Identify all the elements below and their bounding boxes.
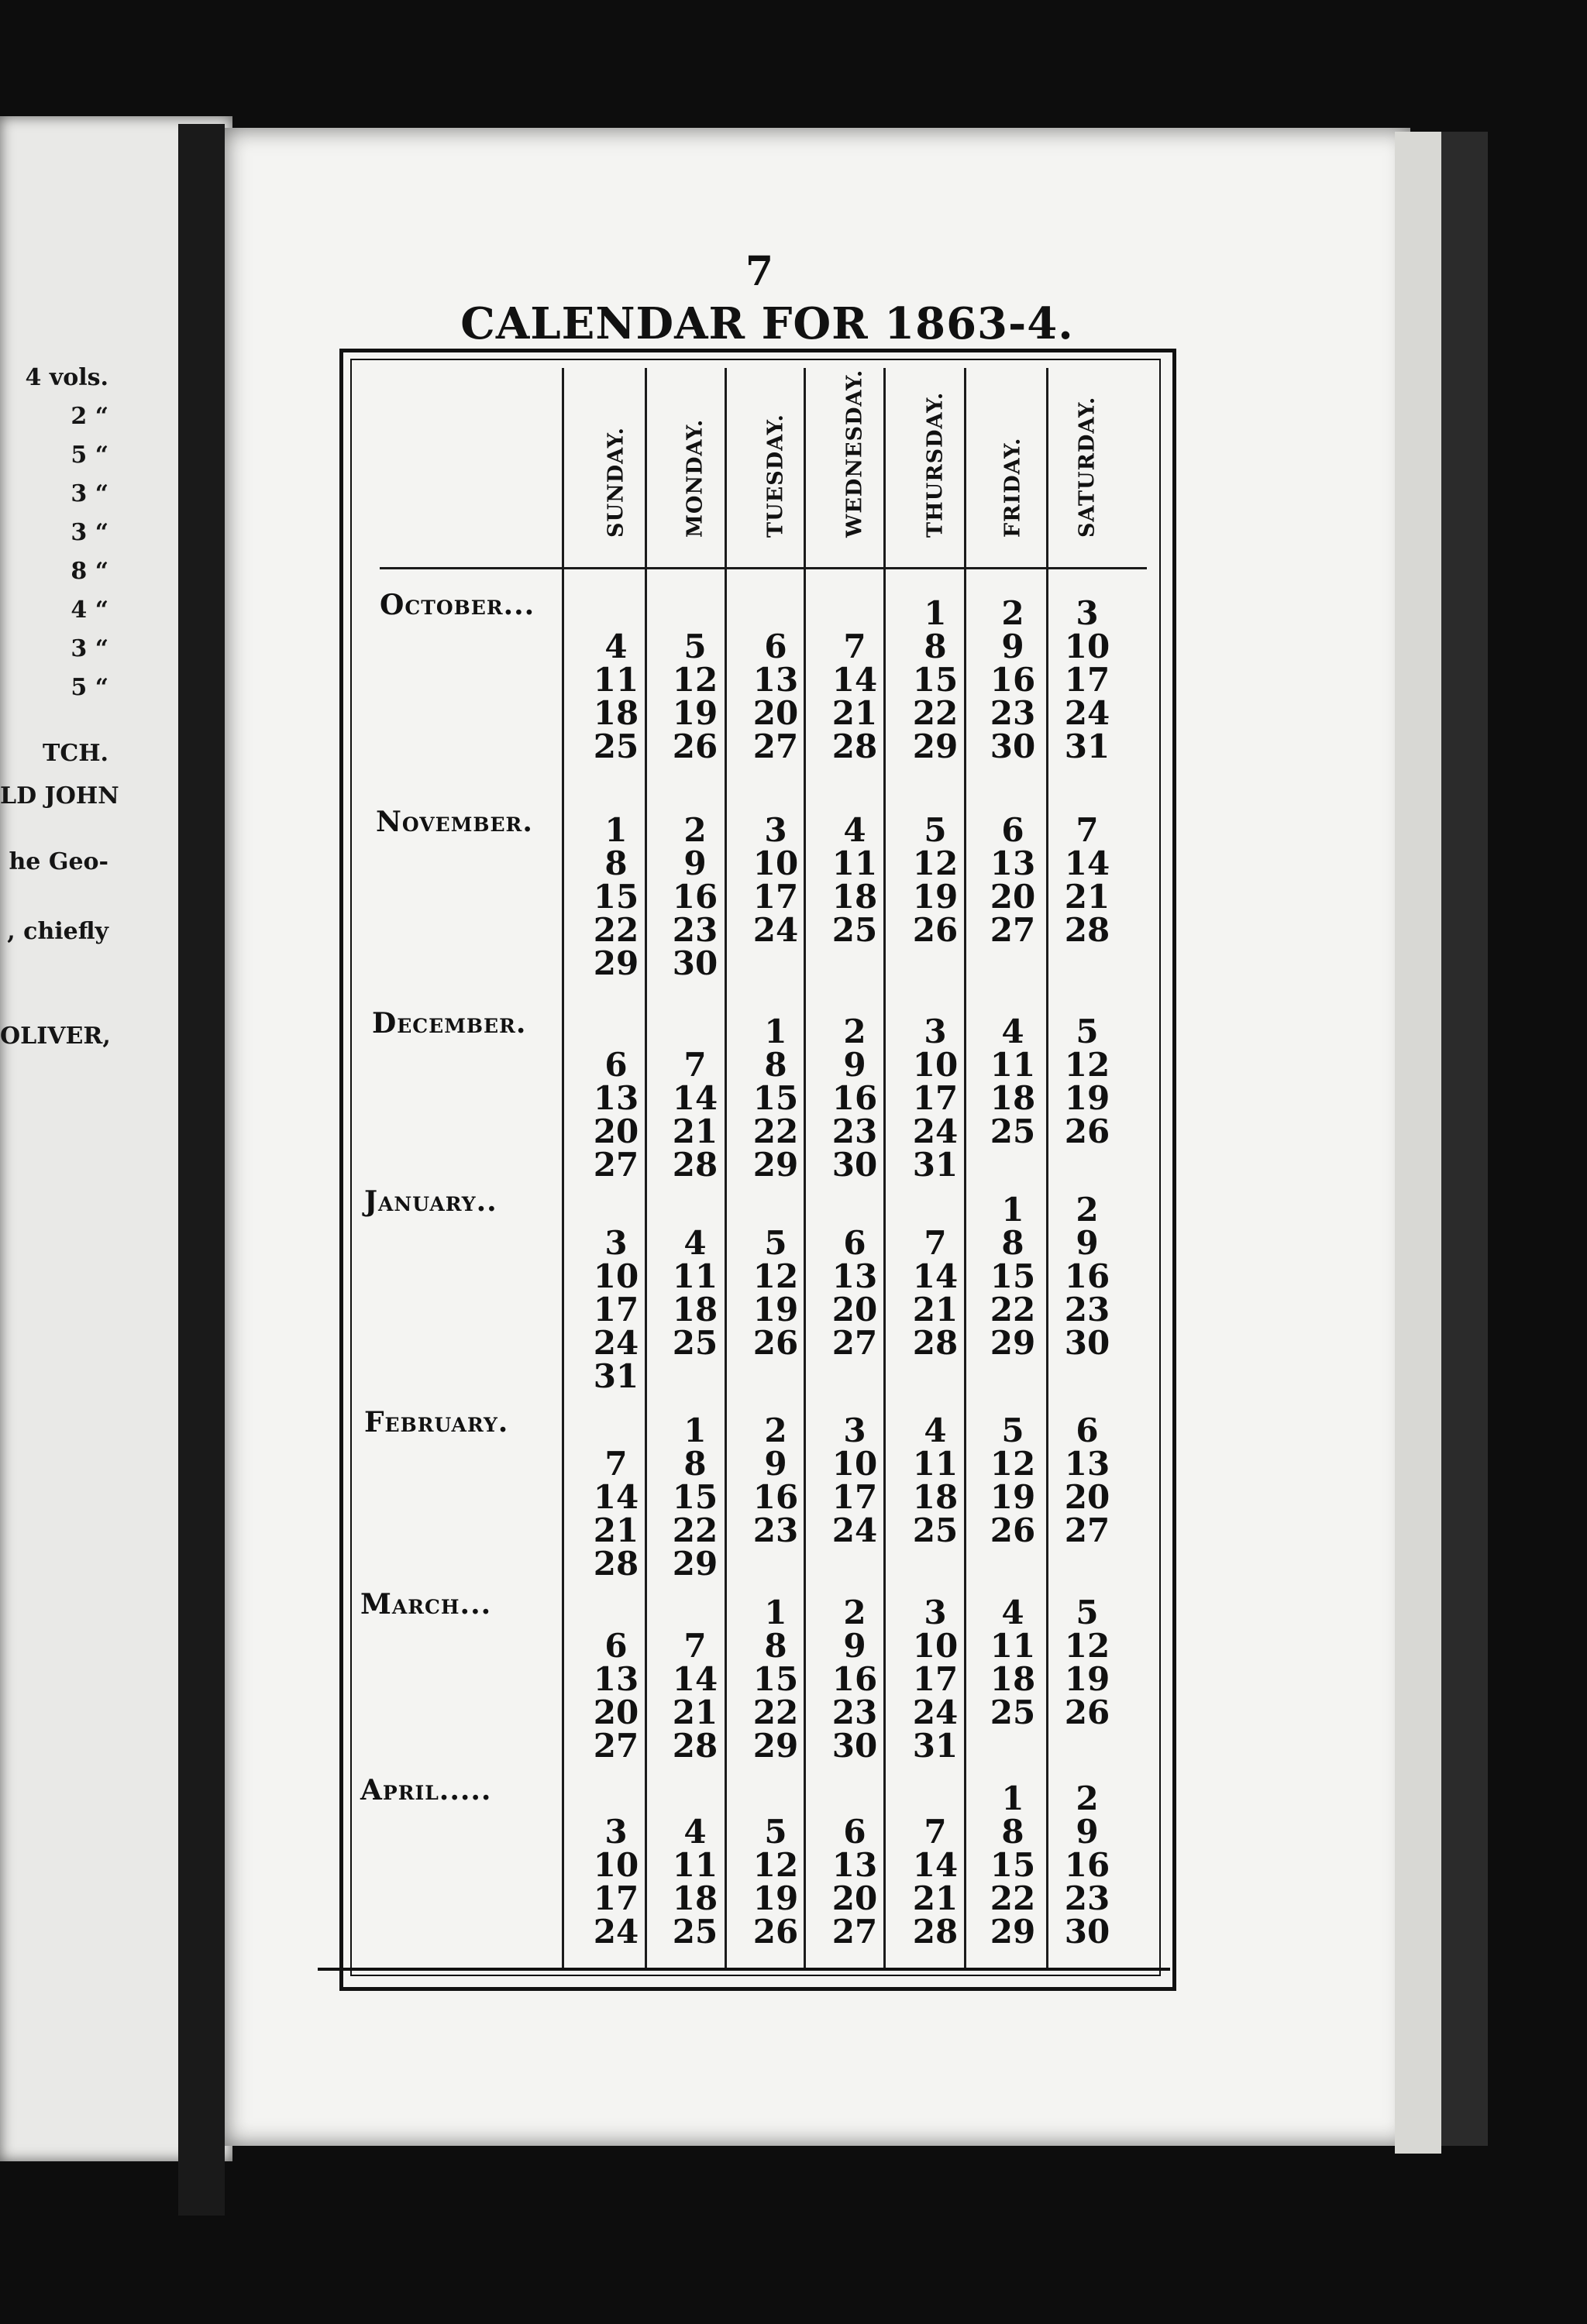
calendar-day-cell: 21 <box>831 694 878 732</box>
calendar-day-cell: 3 <box>604 1224 628 1262</box>
calendar-day-cell: 18 <box>912 1478 959 1516</box>
calendar-day-cell: 1 <box>1001 1191 1024 1229</box>
facing-page-line: 3 “ <box>71 519 108 546</box>
header-rule <box>380 567 1147 569</box>
calendar-day-cell: 18 <box>672 1291 718 1329</box>
facing-page-line: LD JOHN <box>0 782 119 810</box>
calendar-day-cell: 1 <box>1001 1779 1024 1817</box>
calendar-day-cell: 2 <box>843 1593 866 1631</box>
day-header-label: WEDNESDAY. <box>842 369 867 538</box>
calendar-day-cell: 27 <box>831 1913 878 1951</box>
calendar-day-cell: 8 <box>604 844 628 882</box>
calendar-day-cell: 25 <box>593 727 639 765</box>
calendar-day-cell: 3 <box>604 1813 628 1851</box>
day-header <box>577 383 655 562</box>
calendar-day-cell: 9 <box>1001 627 1024 665</box>
calendar-day-cell: 6 <box>843 1813 866 1851</box>
page-number: 7 <box>745 248 774 295</box>
calendar-day-cell: 16 <box>672 878 718 916</box>
day-header <box>1048 383 1126 562</box>
calendar-day-cell: 14 <box>593 1478 639 1516</box>
calendar-day-cell: 9 <box>1076 1813 1099 1851</box>
calendar-day-cell: 19 <box>990 1478 1036 1516</box>
calendar-day-cell: 8 <box>924 627 947 665</box>
calendar-day-cell: 23 <box>752 1511 799 1549</box>
calendar-day-cell: 25 <box>912 1511 959 1549</box>
day-header-label: SATURDAY. <box>1075 396 1100 538</box>
calendar-day-cell: 10 <box>1064 627 1110 665</box>
calendar-day-cell: 10 <box>912 1046 959 1084</box>
calendar-day-cell: 7 <box>843 627 866 665</box>
calendar-day-cell: 29 <box>990 1324 1036 1362</box>
calendar-day-cell: 19 <box>1064 1079 1110 1117</box>
calendar-day-cell: 20 <box>593 1112 639 1150</box>
month-label: March... <box>360 1588 492 1621</box>
book-gutter <box>178 124 225 2216</box>
calendar-day-cell: 8 <box>683 1445 707 1483</box>
bottom-rule <box>318 1968 1170 1971</box>
calendar-day-cell: 28 <box>831 727 878 765</box>
facing-page-line: 4 “ <box>71 596 108 624</box>
calendar-day-cell: 15 <box>593 878 639 916</box>
calendar-day-cell: 7 <box>604 1445 628 1483</box>
calendar-day-cell: 3 <box>1076 594 1099 632</box>
calendar-day-cell: 6 <box>1076 1411 1099 1449</box>
calendar-day-cell: 16 <box>752 1478 799 1516</box>
calendar-day-cell: 18 <box>990 1079 1036 1117</box>
month-label: February. <box>364 1406 509 1439</box>
calendar-day-cell: 6 <box>1001 811 1024 849</box>
calendar-day-cell: 28 <box>912 1324 959 1362</box>
calendar-day-cell: 15 <box>990 1846 1036 1884</box>
calendar-day-cell: 15 <box>912 661 959 699</box>
calendar-day-cell: 14 <box>1064 844 1110 882</box>
calendar-day-cell: 9 <box>1076 1224 1099 1262</box>
calendar-day-cell: 26 <box>1064 1112 1110 1150</box>
calendar-day-cell: 28 <box>912 1913 959 1951</box>
calendar-day-cell: 24 <box>593 1324 639 1362</box>
calendar-day-cell: 12 <box>912 844 959 882</box>
calendar-day-cell: 27 <box>593 1146 639 1184</box>
calendar-day-cell: 13 <box>831 1846 878 1884</box>
calendar-day-cell: 17 <box>1064 661 1110 699</box>
calendar-day-cell: 27 <box>990 911 1036 949</box>
day-header-label: TUESDAY. <box>763 414 788 538</box>
calendar-day-cell: 17 <box>912 1079 959 1117</box>
calendar-day-cell: 18 <box>990 1660 1036 1698</box>
calendar-day-cell: 30 <box>990 727 1036 765</box>
calendar-day-cell: 24 <box>752 911 799 949</box>
calendar-day-cell: 16 <box>1064 1846 1110 1884</box>
calendar-day-cell: 21 <box>1064 878 1110 916</box>
facing-page-line: , chiefly <box>7 918 108 945</box>
calendar-day-cell: 30 <box>672 944 718 982</box>
calendar-day-cell: 24 <box>831 1511 878 1549</box>
page-edge <box>1395 132 1441 2154</box>
calendar-day-cell: 25 <box>672 1324 718 1362</box>
calendar-day-cell: 29 <box>752 1727 799 1765</box>
calendar-day-cell: 14 <box>912 1257 959 1295</box>
book-edge-shadow <box>1441 132 1488 2146</box>
calendar-day-cell: 28 <box>1064 911 1110 949</box>
calendar-day-cell: 11 <box>990 1627 1036 1665</box>
calendar-day-cell: 23 <box>831 1112 878 1150</box>
month-label: October... <box>380 589 535 621</box>
calendar-day-cell: 12 <box>752 1257 799 1295</box>
facing-page-line: 3 “ <box>71 480 108 507</box>
calendar-day-cell: 24 <box>912 1112 959 1150</box>
calendar-day-cell: 30 <box>831 1727 878 1765</box>
calendar-day-cell: 11 <box>831 844 878 882</box>
calendar-day-cell: 31 <box>912 1727 959 1765</box>
calendar-day-cell: 4 <box>1001 1593 1024 1631</box>
calendar-day-cell: 16 <box>831 1079 878 1117</box>
calendar-day-cell: 2 <box>1001 594 1024 632</box>
calendar-day-cell: 4 <box>683 1813 707 1851</box>
calendar-day-cell: 14 <box>672 1660 718 1698</box>
calendar-day-cell: 24 <box>593 1913 639 1951</box>
calendar-day-cell: 2 <box>1076 1191 1099 1229</box>
calendar-day-cell: 4 <box>924 1411 947 1449</box>
calendar-day-cell: 20 <box>990 878 1036 916</box>
month-label: January.. <box>364 1185 497 1218</box>
calendar-day-cell: 7 <box>1076 811 1099 849</box>
calendar-day-cell: 6 <box>764 627 787 665</box>
calendar-day-cell: 29 <box>990 1913 1036 1951</box>
calendar-day-cell: 4 <box>1001 1012 1024 1050</box>
calendar-day-cell: 11 <box>672 1257 718 1295</box>
calendar-day-cell: 13 <box>1064 1445 1110 1483</box>
calendar-day-cell: 25 <box>831 911 878 949</box>
day-header-label: THURSDAY. <box>923 391 948 538</box>
calendar-day-cell: 2 <box>683 811 707 849</box>
calendar-day-cell: 9 <box>843 1627 866 1665</box>
day-header-label: SUNDAY. <box>604 427 628 538</box>
calendar-day-cell: 8 <box>764 1046 787 1084</box>
calendar-day-cell: 13 <box>752 661 799 699</box>
calendar-day-cell: 12 <box>1064 1046 1110 1084</box>
calendar-day-cell: 17 <box>593 1291 639 1329</box>
calendar-day-cell: 22 <box>752 1112 799 1150</box>
calendar-day-cell: 10 <box>912 1627 959 1665</box>
calendar-day-cell: 31 <box>593 1357 639 1395</box>
calendar-day-cell: 23 <box>672 911 718 949</box>
facing-page-line: 2 “ <box>71 403 108 430</box>
calendar-day-cell: 10 <box>593 1846 639 1884</box>
calendar-day-cell: 18 <box>672 1879 718 1917</box>
calendar-day-cell: 20 <box>593 1693 639 1731</box>
calendar-day-cell: 28 <box>593 1545 639 1583</box>
calendar-day-cell: 8 <box>764 1627 787 1665</box>
calendar-day-cell: 20 <box>1064 1478 1110 1516</box>
calendar-day-cell: 7 <box>924 1224 947 1262</box>
page-title: CALENDAR FOR 1863-4. <box>460 298 1074 349</box>
facing-page-line: OLIVER, <box>0 1023 111 1050</box>
calendar-day-cell: 6 <box>604 1046 628 1084</box>
calendar-day-cell: 9 <box>683 844 707 882</box>
calendar-day-cell: 4 <box>604 627 628 665</box>
calendar-day-cell: 10 <box>593 1257 639 1295</box>
calendar-day-cell: 11 <box>672 1846 718 1884</box>
calendar-day-cell: 20 <box>831 1879 878 1917</box>
calendar-day-cell: 22 <box>593 911 639 949</box>
facing-page-line: 3 “ <box>71 635 108 662</box>
calendar-day-cell: 15 <box>752 1660 799 1698</box>
calendar-day-cell: 17 <box>831 1478 878 1516</box>
calendar-day-cell: 30 <box>831 1146 878 1184</box>
day-header-label: MONDAY. <box>683 418 707 538</box>
month-label: April..... <box>360 1774 492 1807</box>
calendar-day-cell: 23 <box>1064 1879 1110 1917</box>
calendar-day-cell: 14 <box>831 661 878 699</box>
calendar-day-cell: 5 <box>924 811 947 849</box>
calendar-day-cell: 24 <box>912 1693 959 1731</box>
calendar-day-cell: 15 <box>990 1257 1036 1295</box>
calendar-day-cell: 31 <box>912 1146 959 1184</box>
calendar-day-cell: 22 <box>752 1693 799 1731</box>
calendar-day-cell: 3 <box>924 1593 947 1631</box>
calendar-day-cell: 16 <box>831 1660 878 1698</box>
calendar-day-cell: 14 <box>672 1079 718 1117</box>
calendar-day-cell: 11 <box>912 1445 959 1483</box>
calendar-day-cell: 19 <box>672 694 718 732</box>
calendar-day-cell: 4 <box>683 1224 707 1262</box>
calendar-day-cell: 13 <box>831 1257 878 1295</box>
calendar-day-cell: 28 <box>672 1146 718 1184</box>
day-header <box>737 383 814 562</box>
calendar-day-cell: 26 <box>752 1913 799 1951</box>
month-label: December. <box>372 1007 527 1040</box>
calendar-day-cell: 26 <box>672 727 718 765</box>
calendar-day-cell: 23 <box>990 694 1036 732</box>
calendar-day-cell: 1 <box>683 1411 707 1449</box>
day-header <box>974 383 1052 562</box>
day-header <box>816 369 893 562</box>
calendar-day-cell: 1 <box>924 594 947 632</box>
calendar-day-cell: 5 <box>1001 1411 1024 1449</box>
calendar-day-cell: 30 <box>1064 1324 1110 1362</box>
facing-page-line: 5 “ <box>71 674 108 701</box>
calendar-day-cell: 4 <box>843 811 866 849</box>
calendar-day-cell: 19 <box>912 878 959 916</box>
calendar-day-cell: 22 <box>672 1511 718 1549</box>
calendar-day-cell: 21 <box>593 1511 639 1549</box>
calendar-day-cell: 7 <box>683 1627 707 1665</box>
calendar-day-cell: 22 <box>990 1291 1036 1329</box>
calendar-day-cell: 17 <box>593 1879 639 1917</box>
calendar-day-cell: 10 <box>752 844 799 882</box>
calendar-day-cell: 30 <box>1064 1913 1110 1951</box>
calendar-day-cell: 12 <box>990 1445 1036 1483</box>
calendar-day-cell: 6 <box>604 1627 628 1665</box>
calendar-day-cell: 13 <box>593 1079 639 1117</box>
column-rule <box>562 368 564 1968</box>
calendar-day-cell: 13 <box>593 1660 639 1698</box>
calendar-day-cell: 29 <box>672 1545 718 1583</box>
calendar-day-cell: 5 <box>764 1813 787 1851</box>
calendar-day-cell: 26 <box>1064 1693 1110 1731</box>
calendar-day-cell: 12 <box>1064 1627 1110 1665</box>
calendar-day-cell: 18 <box>831 878 878 916</box>
calendar-day-cell: 27 <box>593 1727 639 1765</box>
calendar-day-cell: 1 <box>604 811 628 849</box>
calendar-day-cell: 20 <box>752 694 799 732</box>
calendar-day-cell: 12 <box>672 661 718 699</box>
calendar-day-cell: 27 <box>752 727 799 765</box>
calendar-day-cell: 7 <box>924 1813 947 1851</box>
calendar-day-cell: 23 <box>1064 1291 1110 1329</box>
calendar-day-cell: 24 <box>1064 694 1110 732</box>
calendar-day-cell: 10 <box>831 1445 878 1483</box>
calendar-day-cell: 16 <box>1064 1257 1110 1295</box>
calendar-day-cell: 26 <box>752 1324 799 1362</box>
calendar-day-cell: 14 <box>912 1846 959 1884</box>
calendar-day-cell: 25 <box>990 1693 1036 1731</box>
calendar-day-cell: 28 <box>672 1727 718 1765</box>
calendar-day-cell: 6 <box>843 1224 866 1262</box>
calendar-day-cell: 3 <box>764 811 787 849</box>
calendar-day-cell: 20 <box>831 1291 878 1329</box>
calendar-day-cell: 9 <box>843 1046 866 1084</box>
calendar-day-cell: 23 <box>831 1693 878 1731</box>
calendar-day-cell: 18 <box>593 694 639 732</box>
calendar-day-cell: 21 <box>672 1112 718 1150</box>
calendar-day-cell: 22 <box>990 1879 1036 1917</box>
facing-page-line: 5 “ <box>71 442 108 469</box>
calendar-day-cell: 21 <box>672 1693 718 1731</box>
calendar-day-cell: 19 <box>752 1879 799 1917</box>
calendar-day-cell: 21 <box>912 1879 959 1917</box>
facing-page-line: he Geo- <box>9 848 108 875</box>
calendar-day-cell: 2 <box>843 1012 866 1050</box>
calendar-day-cell: 13 <box>990 844 1036 882</box>
calendar-day-cell: 3 <box>924 1012 947 1050</box>
calendar-day-cell: 8 <box>1001 1224 1024 1262</box>
calendar-day-cell: 21 <box>912 1291 959 1329</box>
facing-page-line: 4 vols. <box>25 364 108 391</box>
calendar-day-cell: 22 <box>912 694 959 732</box>
calendar-day-cell: 2 <box>1076 1779 1099 1817</box>
calendar-day-cell: 19 <box>1064 1660 1110 1698</box>
calendar-day-cell: 15 <box>752 1079 799 1117</box>
facing-page-line: TCH. <box>43 740 108 767</box>
calendar-day-cell: 2 <box>764 1411 787 1449</box>
calendar-day-cell: 29 <box>593 944 639 982</box>
calendar-day-cell: 17 <box>912 1660 959 1698</box>
calendar-day-cell: 11 <box>990 1046 1036 1084</box>
day-header-label: FRIDAY. <box>1000 437 1025 538</box>
calendar-day-cell: 5 <box>683 627 707 665</box>
calendar-day-cell: 8 <box>1001 1813 1024 1851</box>
day-header <box>897 383 974 562</box>
calendar-day-cell: 5 <box>764 1224 787 1262</box>
calendar-day-cell: 31 <box>1064 727 1110 765</box>
calendar-day-cell: 27 <box>831 1324 878 1362</box>
calendar-day-cell: 19 <box>752 1291 799 1329</box>
month-label: November. <box>376 806 533 838</box>
calendar-day-cell: 1 <box>764 1012 787 1050</box>
calendar-day-cell: 29 <box>752 1146 799 1184</box>
day-header <box>656 383 734 562</box>
calendar-day-cell: 12 <box>752 1846 799 1884</box>
calendar-day-cell: 29 <box>912 727 959 765</box>
facing-page-line: 8 “ <box>71 558 108 585</box>
calendar-day-cell: 26 <box>990 1511 1036 1549</box>
calendar-day-cell: 15 <box>672 1478 718 1516</box>
calendar-day-cell: 17 <box>752 878 799 916</box>
calendar-day-cell: 11 <box>593 661 639 699</box>
calendar-day-cell: 16 <box>990 661 1036 699</box>
calendar-day-cell: 7 <box>683 1046 707 1084</box>
calendar-day-cell: 1 <box>764 1593 787 1631</box>
calendar-day-cell: 3 <box>843 1411 866 1449</box>
calendar-day-cell: 27 <box>1064 1511 1110 1549</box>
calendar-day-cell: 9 <box>764 1445 787 1483</box>
calendar-day-cell: 25 <box>990 1112 1036 1150</box>
calendar-day-cell: 5 <box>1076 1012 1099 1050</box>
calendar-day-cell: 25 <box>672 1913 718 1951</box>
calendar-day-cell: 26 <box>912 911 959 949</box>
calendar-day-cell: 5 <box>1076 1593 1099 1631</box>
